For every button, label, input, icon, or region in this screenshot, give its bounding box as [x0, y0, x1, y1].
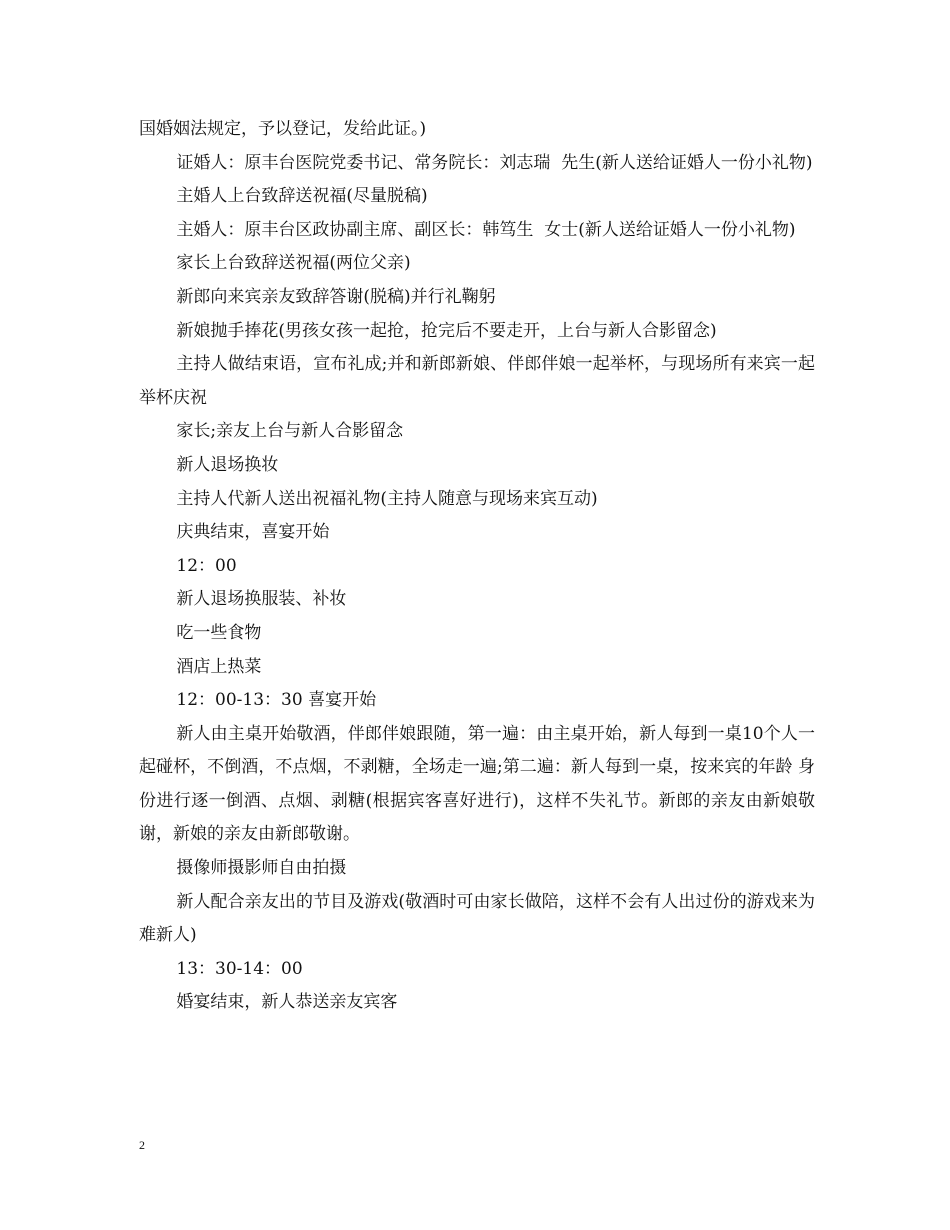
paragraph: 吃一些食物 [176, 622, 262, 643]
page-number: 2 [139, 1138, 145, 1152]
paragraph: 酒店上热菜 [176, 656, 262, 677]
paragraph: 庆典结束，喜宴开始 [176, 522, 330, 543]
paragraph: 摄像师摄影师自由拍摄 [176, 858, 347, 879]
paragraph: 新郎向来宾亲友致辞答谢(脱稿)并行礼鞠躬 [176, 286, 496, 307]
paragraph: 主持人做结束语，宣布礼成;并和新郎新娘、伴郎伴娘一起举杯，与现场所有来宾一起举杯庆祝 [139, 354, 815, 408]
paragraph: 婚宴结束，新人恭送亲友宾客 [176, 992, 398, 1013]
paragraph: 证婚人：原丰台医院党委书记、常务院长：刘志瑞 先生(新人送给证婚人一份小礼物) [176, 152, 813, 173]
paragraph: 新娘抛手捧花(男孩女孩一起抢，抢完后不要走开，上台与新人合影留念) [176, 320, 717, 341]
paragraph: 新人退场换妆 [176, 454, 279, 475]
paragraph: 主持人代新人送出祝福礼物(主持人随意与现场来宾互动) [176, 488, 598, 509]
paragraph: 家长;亲友上台与新人合影留念 [176, 421, 404, 442]
paragraph: 国婚姻法规定，予以登记，发给此证。) [139, 119, 427, 139]
paragraph: 新人配合亲友出的节目及游戏(敬酒时可由家长做陪，这样不会有人出过份的游戏来为难新人) [139, 891, 815, 946]
document-body [139, 113, 815, 1020]
paragraph: 新人退场换服装、补妆 [176, 589, 347, 610]
paragraph: 主婚人：原丰台区政协副主席、副区长：韩笃生 女士(新人送给证婚人一份小礼物) [176, 219, 796, 240]
paragraph: 12：00 [176, 555, 237, 576]
paragraph: 主婚人上台致辞送祝福(尽量脱稿) [176, 186, 428, 207]
paragraph: 12：00-13：30 喜宴开始 [176, 690, 377, 711]
paragraph: 家长上台致辞送祝福(两位父亲) [176, 253, 411, 274]
paragraph: 13：30-14：00 [176, 958, 303, 979]
paragraph: 新人由主桌开始敬酒，伴郎伴娘跟随，第一遍：由主桌开始，新人每到一桌10个人一起碰杯，不倒酒，不点烟，不剥糖，全场走一遍;第二遍：新人每到一桌，按来宾的年龄 身份进行逐一倒酒、点烟、剥糖(根据宾客喜好进行)，这样不失礼节。新郎的亲友由新娘敬谢，新娘的亲友由新郎敬谢。 [139, 723, 815, 845]
